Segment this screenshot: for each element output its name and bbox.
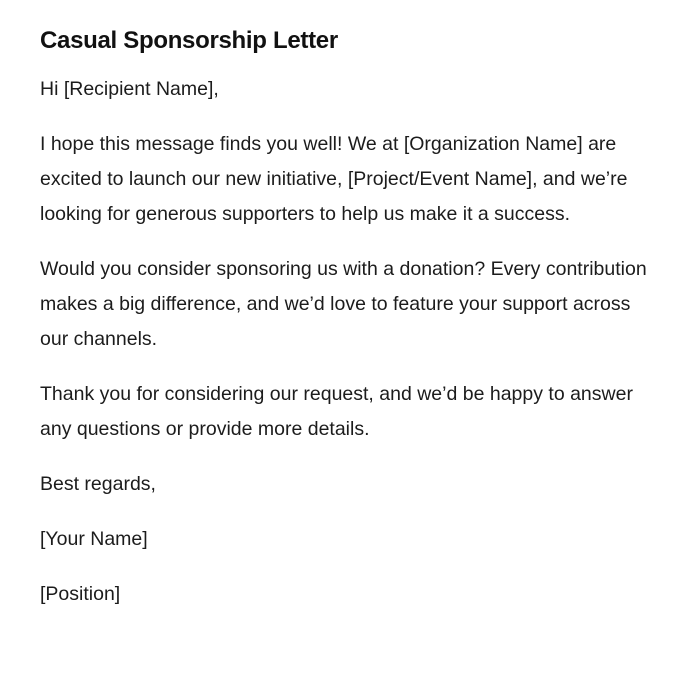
signature-name: [Your Name]	[40, 528, 148, 550]
letter-greeting: Hi [Recipient Name],	[40, 78, 219, 100]
letter-paragraph-request: Would you consider sponsoring us with a donation? Every contribution makes a big difference, and we’d love to feature your support across our channels.	[40, 258, 647, 350]
letter-document	[40, 24, 650, 632]
letter-title: Casual Sponsorship Letter	[40, 27, 338, 54]
signature-position: [Position]	[40, 583, 121, 605]
letter-paragraph-intro: I hope this message finds you well! We at [Organization Name] are excited to launch our new initiative, [Project/Event Name], and we’re looking for generous supporters to help us make it a success.	[40, 133, 628, 225]
letter-closing: Best regards,	[40, 473, 156, 495]
letter-paragraph-thanks: Thank you for considering our request, and we’d be happy to answer any questions or provide more details.	[40, 383, 633, 440]
